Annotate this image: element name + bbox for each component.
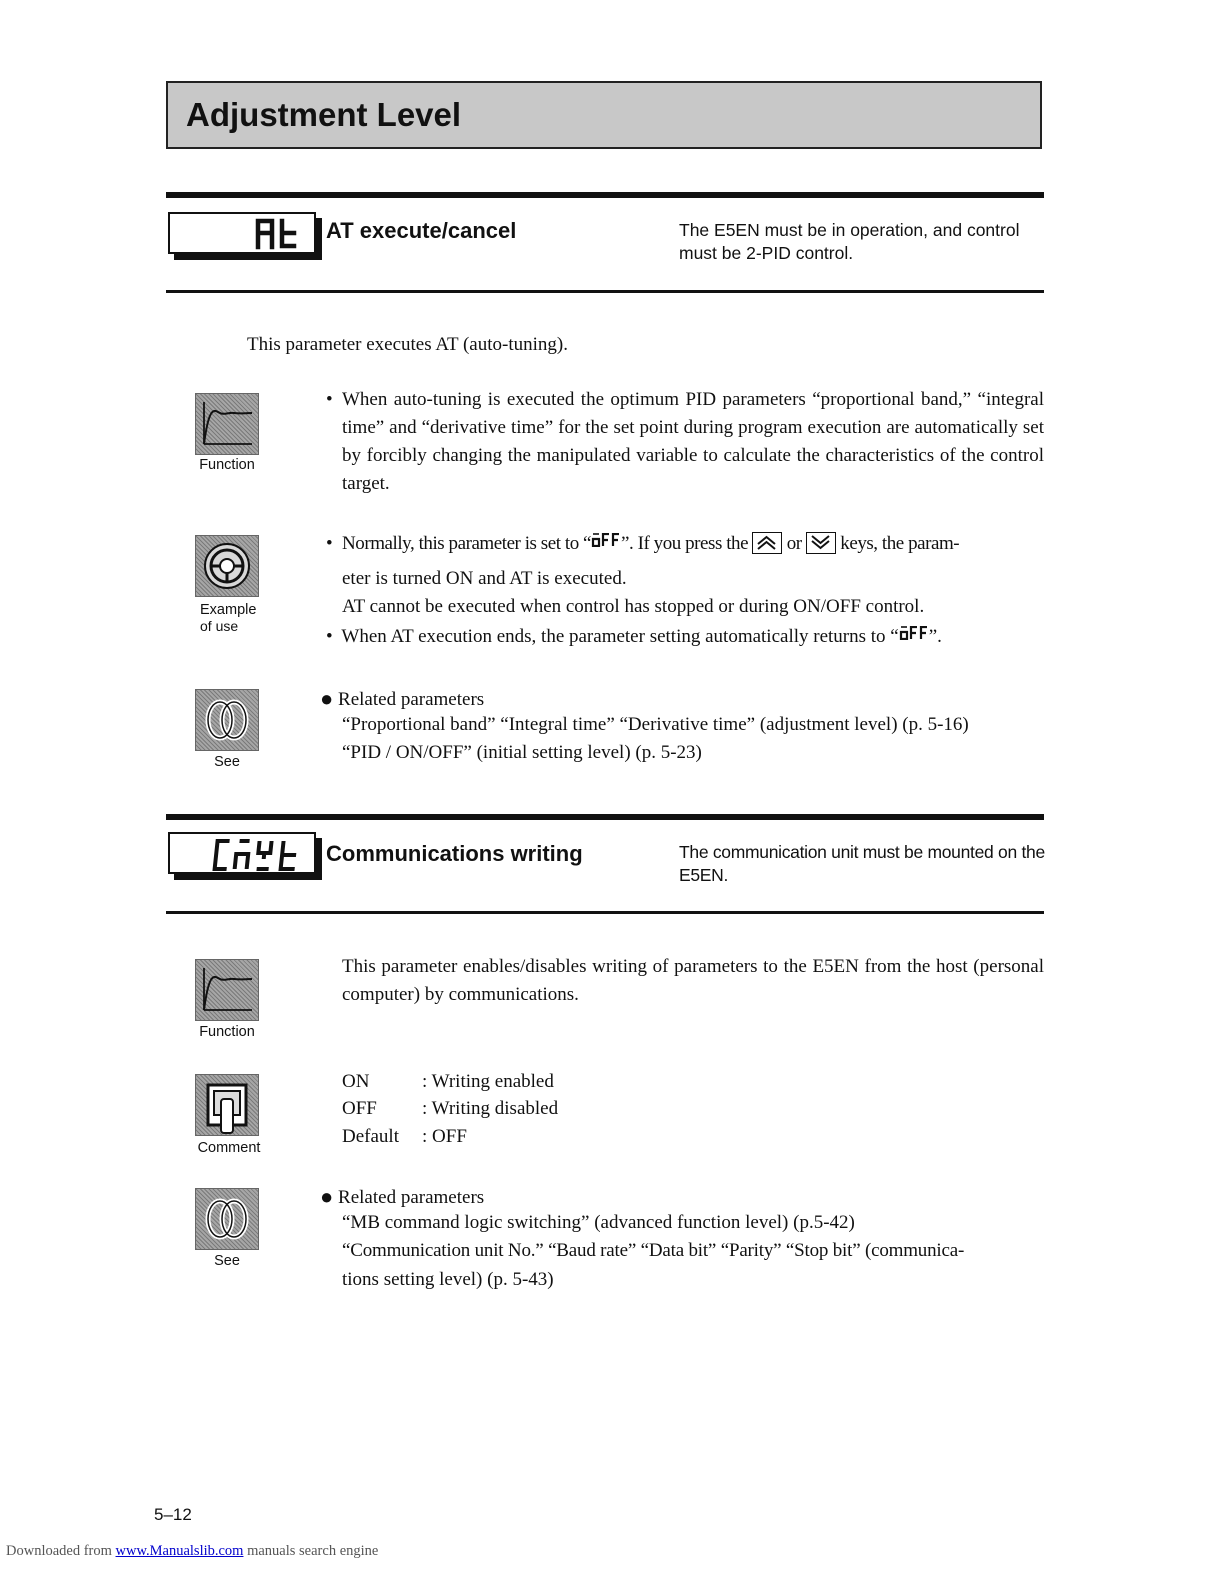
example-bullet-1: • Normally, this parameter is set to “ ”. If you press the or keys, the param-	[326, 530, 1044, 559]
setting-row	[342, 1095, 558, 1123]
steering-wheel-icon	[195, 535, 259, 597]
example-label	[190, 602, 280, 634]
page-number: 5–12	[154, 1505, 192, 1524]
example-label-line2: of use	[200, 618, 239, 634]
intro-text: This parameter executes AT (auto-tuning).	[247, 334, 568, 355]
function-icon	[195, 393, 259, 455]
param-condition: The communication unit must be mounted on the E5EN.	[679, 842, 1045, 885]
function-text: • When auto-tuning is executed the optimum PID parameters “proportional band,” “integral time” and “derivative time” for the set point during program execution are automatically set by forcibly changing the manipulated variable to calculate the characteristics of the control target.	[326, 386, 1044, 498]
lcd-code-cmwt	[212, 837, 308, 873]
example-bullet-1-cont: eter is turned ON and AT is executed.	[342, 568, 627, 589]
param-name: Communications writing	[326, 841, 583, 866]
ex1-text-d: keys, the param-	[840, 533, 960, 554]
function-text-body: When auto-tuning is executed the optimum PID parameters “proportional band,” “integral time” and “derivative time” for the set point during program execution are automatically set by forcibly changing the manipulated variable to calculate the characteristics of the control target.	[342, 389, 1044, 494]
setting-row	[342, 1068, 554, 1096]
lcd-off-code	[591, 528, 621, 556]
related-heading: ● Related parameters	[320, 686, 485, 711]
section-bottom-rule	[166, 911, 1044, 914]
param-condition: The E5EN must be in operation, and control must be 2-PID control.	[679, 220, 1020, 263]
down-key-icon	[806, 532, 836, 554]
related-item: “Communication unit No.” “Baud rate” “Data bit” “Parity” “Stop bit” (communica-	[342, 1240, 965, 1261]
example-bullet-2: • When AT execution ends, the parameter setting automatically returns to “ ”.	[326, 623, 1044, 652]
function-label: Function	[199, 1024, 255, 1040]
lcd-off-code-2	[899, 621, 929, 649]
ex1-text-c: or	[786, 533, 802, 554]
param-name: AT execute/cancel	[326, 218, 517, 243]
function-text: This parameter enables/disables writing of parameters to the E5EN from the host (personal computer) by communications.	[342, 956, 1044, 1005]
related-item: “MB command logic switching” (advanced function level) (p.5-42)	[342, 1212, 855, 1233]
ex1-text-b: ”. If you press the	[621, 533, 749, 554]
setting-key: Default	[342, 1126, 399, 1147]
related-item: “Proportional band” “Integral time” “Derivative time” (adjustment level) (p. 5-16)	[342, 714, 969, 735]
see-icon	[195, 689, 259, 751]
related-heading: ● Related parameters	[320, 1184, 485, 1209]
related-item-cont: tions setting level) (p. 5-43)	[342, 1269, 554, 1290]
see-icon	[195, 1188, 259, 1250]
footer-prefix: Downloaded from	[6, 1543, 116, 1559]
related-heading-text: Related parameters	[338, 689, 485, 710]
comment-label: Comment	[197, 1140, 261, 1156]
setting-key: ON	[342, 1071, 370, 1092]
footer-suffix: manuals search engine	[243, 1543, 379, 1559]
section-top-rule	[166, 814, 1044, 820]
lcd-code-at	[248, 217, 308, 251]
function-label: Function	[199, 457, 255, 473]
related-item: “PID / ON/OFF” (initial setting level) (p. 5-23)	[342, 742, 702, 763]
see-label: See	[214, 754, 240, 770]
ex1-text-a: Normally, this parameter is set to “	[342, 533, 592, 554]
section-bottom-rule	[166, 290, 1044, 293]
setting-value: : OFF	[422, 1126, 467, 1147]
related-heading-text: Related parameters	[338, 1187, 485, 1208]
footer-link[interactable]: www.Manualslib.com	[115, 1543, 244, 1559]
ex3-text-a: When AT execution ends, the parameter setting automatically returns to “	[341, 626, 899, 647]
footer	[6, 1543, 378, 1560]
see-label: See	[214, 1253, 240, 1269]
up-key-icon	[752, 532, 782, 554]
setting-value: : Writing enabled	[422, 1071, 554, 1092]
ex3-text-b: ”.	[928, 626, 942, 647]
setting-row	[342, 1123, 467, 1151]
lcd-display-cmwt	[168, 832, 316, 874]
example-note: AT cannot be executed when control has stopped or during ON/OFF control.	[342, 596, 925, 617]
setting-value: : Writing disabled	[422, 1098, 559, 1119]
comment-icon	[195, 1074, 259, 1136]
function-icon	[195, 959, 259, 1021]
section-top-rule	[166, 192, 1044, 198]
chapter-title: Adjustment Level	[186, 96, 462, 133]
lcd-display-at	[168, 212, 316, 254]
example-label-line1: Example	[200, 602, 257, 618]
setting-key: OFF	[342, 1098, 377, 1119]
